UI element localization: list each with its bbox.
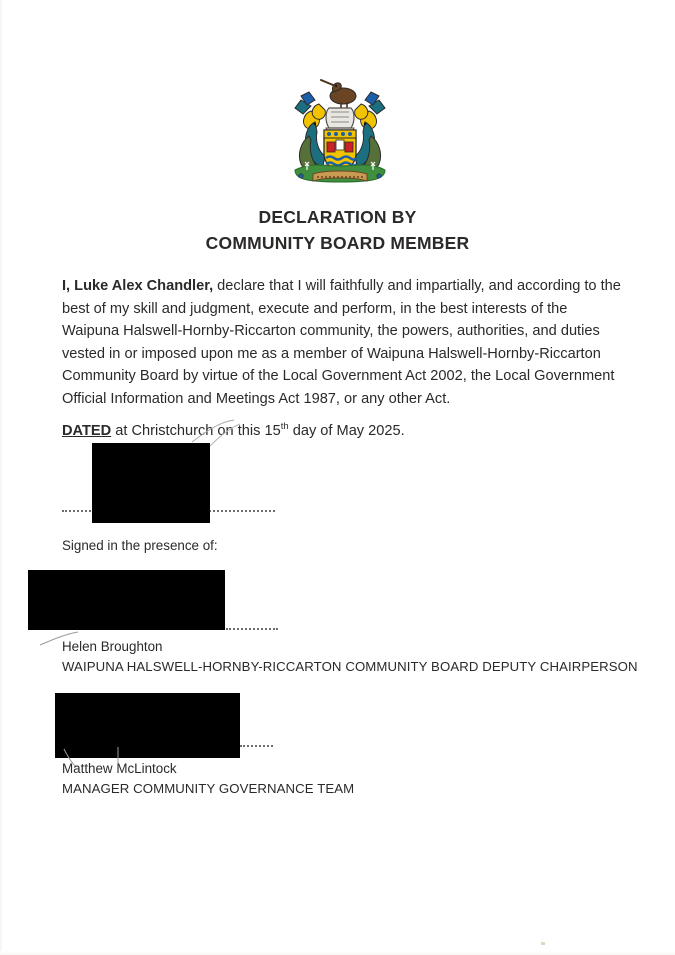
witness-2-name: Matthew McLintock — [62, 761, 177, 776]
witness-1-signature-line — [226, 628, 278, 630]
dated-label: DATED — [62, 422, 112, 439]
witness-2-signature-line — [240, 745, 273, 747]
declarant-name: I, Luke Alex Chandler, — [62, 278, 214, 294]
dated-day-suffix: th — [280, 421, 289, 432]
dated-before-day: at Christchurch on this — [111, 422, 265, 439]
declaration-text: declare that I will faithfully and impartially, and according to the best of my skill and judgment, execute and perform, in the best interests of the Waipuna Halswell-Hornby-Riccarton community, the powers, authorities, and duties vested in or imposed upon me as a member of Waipuna Halswell-Hornby-Riccarton Community Board by virtue of the Local Government Act 2002, the Local Government Official Information and Meetings Act 1987, or any other Act. — [62, 278, 621, 407]
witness-1-signature-redaction — [28, 570, 225, 630]
dated-after-day: day of May 2025. — [288, 422, 405, 439]
witness-1-title: WAIPUNA HALSWELL-HORNBY-RICCARTON COMMUNITY BOARD DEPUTY CHAIRPERSON — [62, 659, 638, 674]
title-line-1: DECLARATION BY — [258, 207, 417, 227]
title-line-2: COMMUNITY BOARD MEMBER — [205, 233, 470, 253]
witness-2-title: MANAGER COMMUNITY GOVERNANCE TEAM — [62, 781, 355, 796]
witness-intro-label: Signed in the presence of: — [62, 538, 218, 553]
dated-day: 15 — [264, 422, 281, 439]
declarant-signature-redaction — [92, 443, 210, 523]
witness-1-name: Helen Broughton — [62, 639, 163, 654]
